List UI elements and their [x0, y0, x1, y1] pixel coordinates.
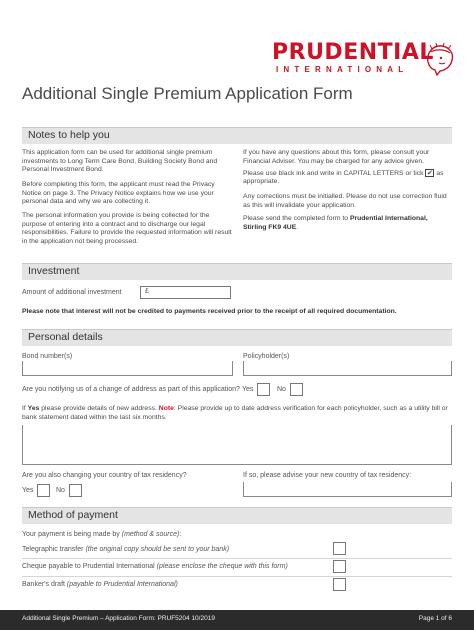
notes-paragraph-5 [243, 169, 453, 187]
payment-option-bankers-draft [22, 581, 178, 588]
bond-number-field[interactable] [22, 361, 233, 376]
notes-paragraph-1: This application form can be used for additional single premium investments to Long Term Care Bond, Building Society Bond and Personal Investment Bond. [22, 149, 218, 174]
address-no-label: No [277, 386, 286, 393]
bankers-draft-label: Banker's draft [22, 581, 65, 588]
payment-intro-colon: : [179, 531, 182, 538]
payment-intro-text: Your payment is being made by [22, 531, 120, 538]
page-title: Additional Single Premium Application Form [22, 84, 353, 103]
logo-wordmark: PRUDENTIAL [272, 40, 434, 65]
investment-heading: Investment [28, 265, 80, 277]
payment-section-header [22, 507, 452, 524]
address-detail-note: Note [158, 405, 174, 412]
tax-no-checkbox[interactable] [69, 484, 82, 497]
telegraphic-label: Telegraphic transfer [22, 546, 84, 553]
notes-section-header [22, 127, 452, 144]
new-address-field[interactable] [22, 425, 452, 465]
ink-instruction-suffix: as appropriate. [243, 169, 444, 186]
cheque-checkbox[interactable] [333, 560, 346, 573]
payment-option-telegraphic [22, 546, 229, 553]
notes-paragraph-4: If you have any questions about this form, please consult your Financial Adviser. You may be charged for any advice given. [243, 149, 430, 165]
payment-intro-italic: (method & source) [121, 531, 180, 538]
logo-subtitle: INTERNATIONAL [276, 65, 409, 74]
address-yes-label: Yes [242, 386, 254, 393]
amount-input[interactable] [140, 286, 231, 299]
send-address-period: . [296, 223, 299, 231]
new-tax-country-label: If so, please advise your new country of tax residency: [243, 472, 412, 479]
policyholder-label: Policyholder(s) [243, 353, 290, 360]
address-yes-checkbox[interactable] [257, 383, 270, 396]
bankers-draft-note: (payable to Prudential International) [66, 581, 178, 588]
investment-note: Please note that interest will not be credited to payments received prior to the receipt of all required documentation. [22, 308, 397, 315]
currency-symbol: £ [145, 288, 149, 295]
bankers-draft-checkbox[interactable] [333, 578, 346, 591]
address-detail-note-text: : Please provide up to date address verification for each policyholder, such as a utility bill or bank statement dated within the last six months. [22, 405, 448, 421]
ink-instruction-text: Please use black ink and write in CAPITAL LETTERS or tick [243, 169, 424, 177]
personal-heading: Personal details [28, 331, 103, 343]
new-tax-country-field[interactable] [243, 482, 452, 497]
telegraphic-checkbox[interactable] [333, 542, 346, 555]
telegraphic-note: (the original copy should be sent to your bank) [85, 546, 230, 553]
cheque-label: Cheque payable to Prudential International [22, 563, 155, 570]
tax-no-label: No [56, 487, 65, 494]
payment-heading: Method of payment [28, 509, 118, 521]
address-detail-text: please provide details of new address. [41, 405, 157, 412]
top-bar [0, 0, 474, 26]
notes-heading: Notes to help you [28, 129, 110, 141]
address-change-question: Are you notifying us of a change of address as part of this application? [22, 386, 240, 393]
footer-form-reference: Additional Single Premium – Application Form: PRUF5204 10/2019 [22, 615, 215, 622]
personal-section-header [22, 329, 452, 346]
send-instruction-text: Please send the completed form to [243, 215, 349, 222]
notes-paragraph-6: Any corrections must be initialled. Please do not use correction fluid as this will invalidate your application. [243, 193, 447, 209]
notes-paragraph-3: The personal information you provide is being collected for the purpose of entering into a contract and to discharge our legal responsibilities. Failure to provide the requested information will result in the application not being processed. [22, 212, 232, 245]
payment-option-cheque [22, 563, 288, 570]
tick-example-icon: ✔ [427, 170, 433, 177]
tax-residency-question: Are you also changing your country of tax residency? [22, 472, 187, 479]
prudential-logo [272, 40, 462, 80]
tax-yes-checkbox[interactable] [37, 484, 50, 497]
address-detail-yes: Yes [27, 405, 40, 412]
address-detail-instructions [22, 405, 454, 422]
divider [22, 558, 452, 559]
investment-section-header [22, 263, 452, 280]
prudence-head-icon [422, 42, 458, 76]
footer-page-number: Page 1 of 6 [418, 615, 452, 622]
address-no-checkbox[interactable] [290, 383, 303, 396]
policyholder-field[interactable] [243, 361, 452, 376]
payment-intro [22, 531, 181, 538]
page-footer [0, 610, 474, 630]
notes-paragraph-2: Before completing this form, the applicant must read the Privacy Notice on page 3. The Privacy Notice explains how we use your personal data and why we are collecting it. [22, 181, 215, 206]
notes-paragraph-7 [243, 215, 453, 232]
cheque-note: (please enclose the cheque with this form) [156, 563, 288, 570]
divider [22, 576, 452, 577]
tax-yes-label: Yes [22, 487, 34, 494]
address-detail-if: If [22, 405, 26, 412]
bond-number-label: Bond number(s) [22, 353, 73, 360]
send-address: Prudential International, Stirling FK9 4UE [243, 215, 428, 231]
amount-label: Amount of additional investment [22, 289, 122, 296]
